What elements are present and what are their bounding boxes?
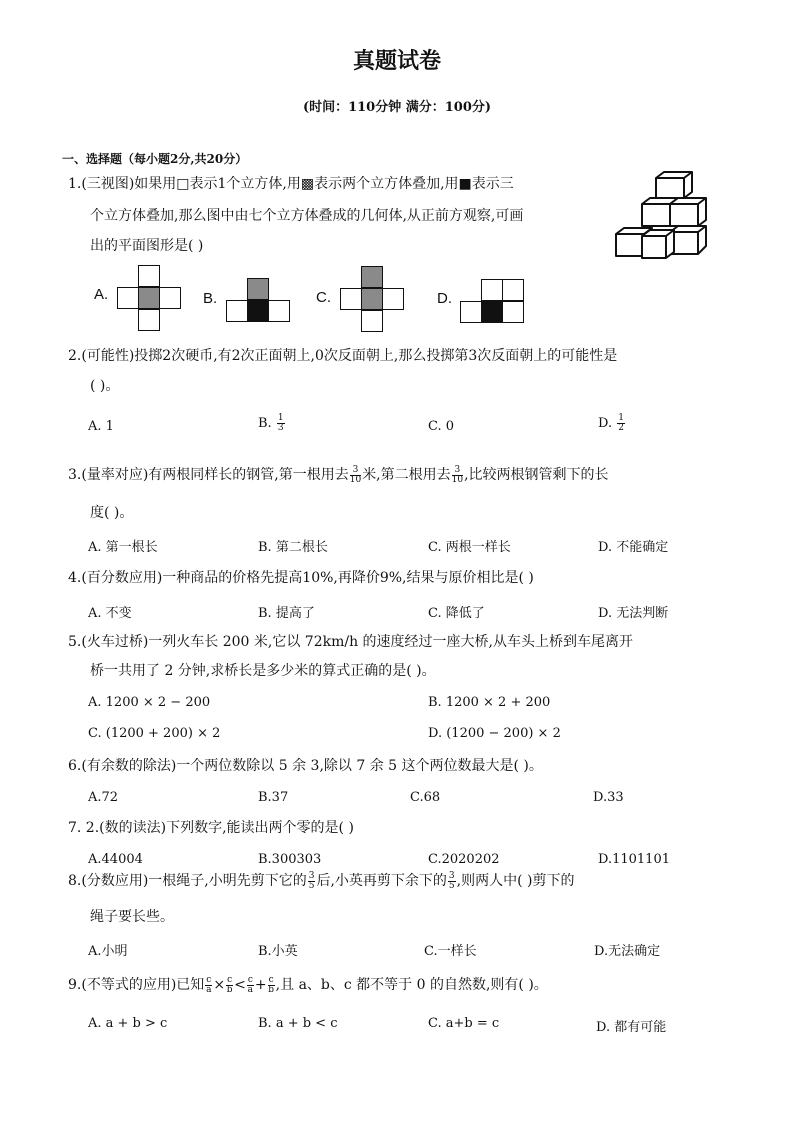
- q1-option-a-label: A.: [94, 286, 109, 303]
- q2-option-a: A. 1: [88, 419, 114, 434]
- q4-line-1: 4.(百分数应用)一种商品的价格先提高10%,再降价9%,结果与原价相比是( ): [68, 570, 534, 586]
- q1-option-d-label: D.: [437, 290, 452, 307]
- q8-line-1: 8.(分数应用)一根绳子,小明先剪下它的 $\frac{3}{5}$ 后,小英再剪下余下的 $\frac{3}{5}$ ,则两人中( )剪下的: [68, 870, 575, 891]
- q6-option-a: A.72: [88, 790, 119, 805]
- page-title: 真题试卷: [352, 48, 441, 74]
- q3-line-2: 度( )。: [90, 505, 134, 521]
- q5-option-c: C. (1200 + 200) × 2: [88, 726, 221, 741]
- q7-option-b: B.300303: [258, 852, 322, 867]
- q3-line-1: 3.(量率对应)有两根同样长的钢管,第一根用去 $\frac{3}{10}$ 米,第二根用去 $\frac{3}{10}$ ,比较两根钢管剩下的长: [68, 464, 609, 485]
- q5-option-b: B. 1200 × 2 + 200: [428, 695, 551, 710]
- q2-line-1: 2.(可能性)投掷2次硬币,有2次正面朝上,0次反面朝上,那么投掷第3次反面朝上的可能性是: [68, 348, 618, 364]
- q9-option-c: C. a+b = c: [428, 1016, 500, 1031]
- q2-option-d: D. $\frac{1}{2}$: [598, 413, 624, 433]
- q3-option-b: B. 第二根长: [258, 540, 328, 555]
- q5-option-d: D. (1200 − 200) × 2: [428, 726, 561, 741]
- q7-option-d: D.1101101: [598, 852, 670, 867]
- q9-option-d: D. 都有可能: [596, 1020, 667, 1035]
- q8-option-c: C.一样长: [424, 944, 477, 959]
- section-heading: 一、选择题（每小题2分,共20分）: [62, 152, 248, 166]
- q2-option-b: B. $\frac{1}{3}$: [258, 413, 284, 433]
- q2-option-c: C. 0: [428, 419, 455, 434]
- q1-option-d-figure: [460, 279, 530, 327]
- q5-line-2: 桥一共用了 2 分钟,求桥长是多少米的算式正确的是( )。: [90, 663, 436, 679]
- q6-option-d: D.33: [593, 790, 624, 805]
- q2-line-2: ( )。: [90, 378, 120, 394]
- q7-option-a: A.44004: [88, 852, 143, 867]
- q8-line-2: 绳子要长些。: [90, 909, 174, 925]
- cube-stack-figure: [612, 170, 716, 262]
- q1-option-b-figure: [226, 278, 296, 328]
- q1-line-1: 1.(三视图)如果用□表示1个立方体,用▩表示两个立方体叠加,用■表示三: [68, 176, 514, 192]
- q4-option-d: D. 无法判断: [598, 606, 669, 621]
- q8-option-a: A.小明: [88, 944, 128, 959]
- q9-option-a: A. a + b > c: [88, 1016, 168, 1031]
- q1-option-a-figure: [117, 265, 192, 333]
- q4-option-c: C. 降低了: [428, 606, 485, 621]
- q3-option-a: A. 第一根长: [88, 540, 158, 555]
- q7-option-c: C.2020202: [428, 852, 500, 867]
- q7-line-1: 7. 2.(数的读法)下列数字,能读出两个零的是( ): [68, 820, 354, 836]
- q3-option-d: D. 不能确定: [598, 540, 669, 555]
- q8-option-d: D.无法确定: [594, 944, 661, 959]
- q4-option-b: B. 提高了: [258, 606, 315, 621]
- q9-option-b: B. a + b < c: [258, 1016, 338, 1031]
- q3-option-c: C. 两根一样长: [428, 540, 511, 555]
- q8-option-b: B.小英: [258, 944, 298, 959]
- q6-option-c: C.68: [410, 790, 441, 805]
- q1-line-2: 个立方体叠加,那么图中由七个立方体叠成的几何体,从正前方观察,可画: [90, 208, 524, 224]
- q1-option-c-figure: [340, 266, 410, 334]
- q4-option-a: A. 不变: [88, 606, 132, 621]
- q1-line-3: 出的平面图形是( ): [90, 238, 204, 254]
- q5-option-a: A. 1200 × 2 − 200: [88, 695, 211, 710]
- q9-line-1: 9.(不等式的应用)已知 $\frac{c}{a}$ × $\frac{c}{b}$ < $\frac{c}{a}$ + $\frac{c}{b}$ ,且 a、b、c 都不等于 0 的自然数,则有( )。: [68, 974, 548, 995]
- exam-info: (时间：110分钟 满分：100分): [302, 100, 492, 115]
- q1-option-c-label: C.: [316, 289, 331, 306]
- q6-line-1: 6.(有余数的除法)一个两位数除以 5 余 3,除以 7 余 5 这个两位数最大是( )。: [68, 758, 543, 774]
- q5-line-1: 5.(火车过桥)一列火车长 200 米,它以 72km/h 的速度经过一座大桥,从车头上桥到车尾离开: [68, 634, 634, 650]
- q1-option-b-label: B.: [203, 290, 218, 307]
- q6-option-b: B.37: [258, 790, 289, 805]
